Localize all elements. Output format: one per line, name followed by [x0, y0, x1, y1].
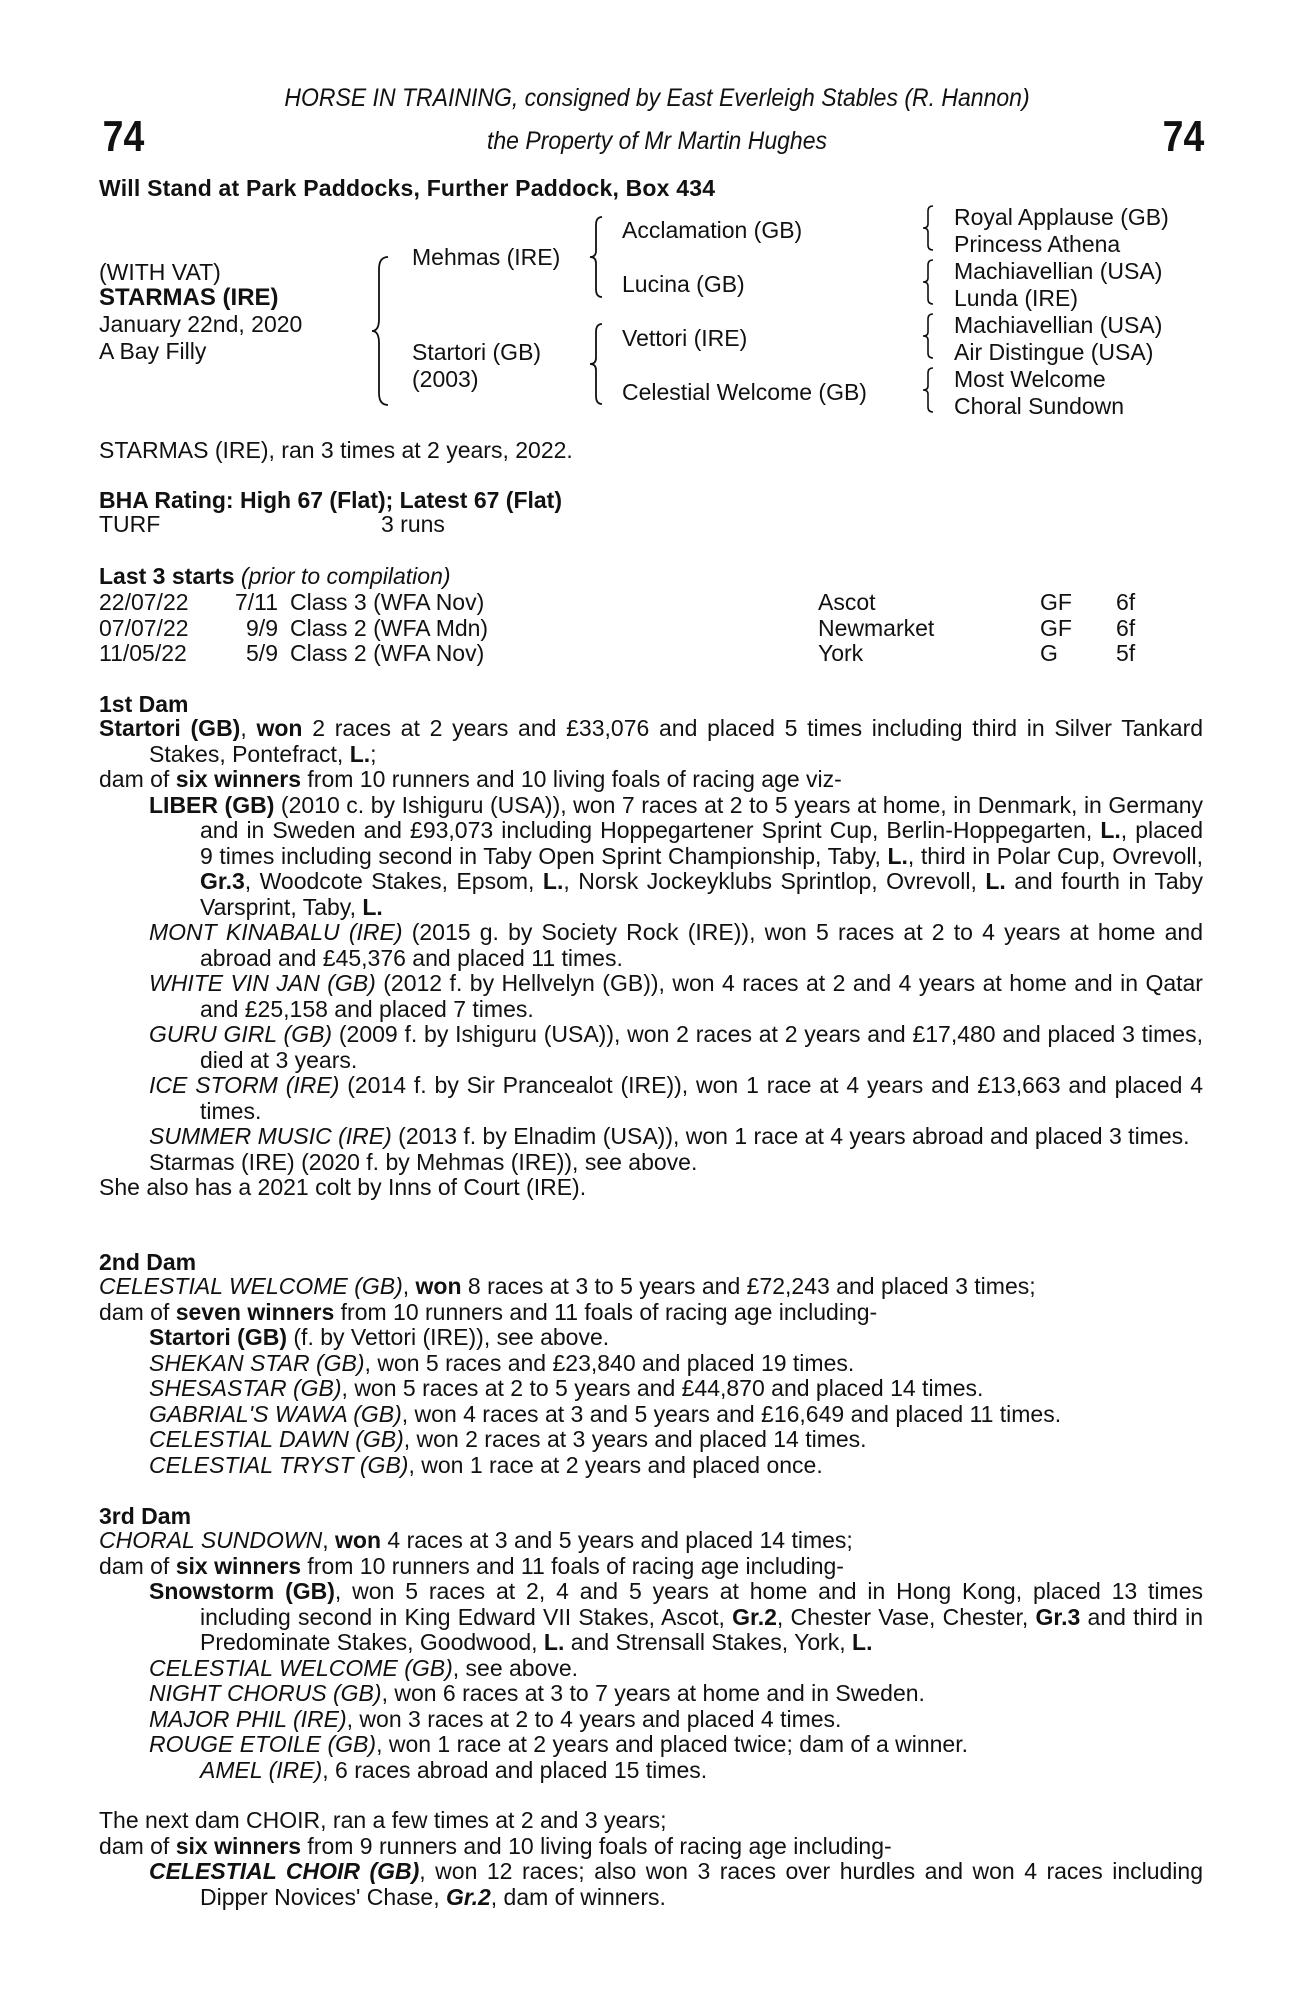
- pedigree-grandparent: Acclamation (GB): [622, 217, 803, 243]
- third-dam-title: 3rd Dam: [99, 1503, 192, 1529]
- emphasis-text: SHEKAN STAR (GB): [149, 1349, 365, 1376]
- emphasis-text: CHORAL SUNDOWN: [99, 1527, 323, 1553]
- body-text: , won 6 races at 3 to 7 years at home and in Sweden.: [381, 1680, 925, 1706]
- race-going: G: [1040, 640, 1058, 666]
- rating-surface: TURF: [99, 511, 161, 537]
- race-course: Newmarket: [818, 614, 935, 641]
- race-distance: 6f: [1116, 614, 1136, 641]
- body-text: dam of: [99, 1298, 176, 1325]
- race-position: 7/11: [234, 589, 278, 615]
- stand-location: Will Stand at Park Paddocks, Further Paddock, Box 434: [99, 175, 716, 201]
- dam-paragraph: [99, 1681, 1203, 1707]
- body-text: , won 2 races at 3 years and placed 14 times.: [403, 1426, 867, 1452]
- body-text: , placed 9 times including second in Taby Open Sprint Championship, Taby,: [200, 817, 1203, 869]
- emphasis-text: CELESTIAL TRYST (GB): [149, 1451, 409, 1478]
- race-race-class: Class 2 (WFA Mdn): [290, 614, 489, 641]
- gp-brace-icon: [921, 366, 935, 414]
- dam-paragraph: [99, 920, 1203, 971]
- dam-paragraph: [99, 1808, 1203, 1834]
- body-text: , won 3 races at 2 to 4 years and placed 4 times.: [346, 1705, 842, 1732]
- emphasis-text: six winners: [175, 1552, 301, 1579]
- race-date: 11/05/22: [99, 640, 187, 666]
- body-text: , won 1 race at 2 years and placed once.: [408, 1451, 823, 1478]
- emphasis-text: MAJOR PHIL (IRE): [149, 1705, 347, 1732]
- body-text: (f. by Vettori (IRE)), see above.: [287, 1324, 610, 1350]
- body-text: dam of: [99, 766, 176, 792]
- pedigree-sire: Mehmas (IRE): [412, 244, 561, 270]
- dam-paragraph: [99, 1300, 1203, 1326]
- body-text: dam of: [99, 1552, 176, 1579]
- emphasis-text: CELESTIAL DAWN (GB): [149, 1426, 404, 1452]
- body-text: 8 races at 3 to 5 years and £72,243 and placed 3 times;: [461, 1273, 1036, 1299]
- emphasis-text: six winners: [175, 1832, 301, 1859]
- body-text: , dam of winners.: [490, 1883, 666, 1910]
- pedigree-great-grandparent: Machiavellian (USA): [954, 258, 1163, 284]
- emphasis-text: Gr.2: [732, 1603, 777, 1630]
- dam-brace-icon: [588, 322, 604, 406]
- pedigree-great-grandparent: Air Distingue (USA): [954, 339, 1154, 365]
- body-text: , won 12 races; also won 3 races over hurdles and won 4 races including Dipper Novices' Chase,: [200, 1858, 1204, 1910]
- dam-paragraph: [99, 1453, 1203, 1479]
- horse-description: A Bay Filly: [99, 338, 207, 364]
- pedigree-great-grandparent: Most Welcome: [954, 366, 1106, 392]
- lot-number-right: 74: [1162, 112, 1205, 161]
- emphasis-text: Startori (GB): [149, 1324, 287, 1350]
- emphasis-text: L.: [543, 1629, 565, 1655]
- dam-paragraph: [99, 1758, 1203, 1784]
- emphasis-text: ROUGE ETOILE (GB): [149, 1731, 377, 1757]
- body-text: from 10 runners and 11 foals of racing age including-: [334, 1298, 878, 1325]
- body-text: , Norsk Jockeyklubs Sprintlop, Ovrevoll,: [563, 868, 986, 894]
- vat-label: (WITH VAT): [99, 259, 221, 285]
- body-text: from 10 runners and 11 foals of racing age including-: [301, 1552, 844, 1579]
- gp-brace-icon: [921, 258, 935, 306]
- body-text: and third in Predominate Stakes, Goodwood,: [200, 1603, 1203, 1655]
- third-dam-body: [99, 1528, 1203, 1783]
- emphasis-text: GURU GIRL (GB): [149, 1021, 333, 1047]
- dam-paragraph: [99, 1732, 1203, 1758]
- emphasis-text: L.: [349, 740, 371, 767]
- emphasis-text: Gr.2: [446, 1883, 491, 1910]
- pedigree-great-grandparent: Machiavellian (USA): [954, 312, 1163, 338]
- pedigree-great-grandparent: Royal Applause (GB): [954, 204, 1169, 230]
- next-dam-body: [99, 1808, 1203, 1910]
- dam-paragraph: [99, 1579, 1203, 1656]
- emphasis-text: Gr.3: [200, 868, 245, 894]
- first-dam-body: [99, 716, 1203, 1201]
- second-dam-body: [99, 1274, 1203, 1478]
- body-text: ;: [370, 740, 377, 767]
- dam-paragraph: [99, 1834, 1203, 1860]
- body-text: from 10 runners and 10 living foals of racing age viz-: [301, 766, 842, 792]
- dam-paragraph: [99, 1325, 1203, 1351]
- emphasis-text: L.: [887, 842, 908, 869]
- dam-paragraph: [99, 1427, 1203, 1453]
- emphasis-text: SHESASTAR (GB): [149, 1375, 342, 1401]
- emphasis-text: won: [335, 1527, 381, 1553]
- body-text: , 6 races abroad and placed 15 times.: [322, 1756, 708, 1783]
- pedigree-dam-year: (2003): [412, 366, 479, 392]
- body-text: , won 4 races at 3 and 5 years and £16,649 and placed 11 times.: [401, 1400, 1062, 1427]
- emphasis-text: L.: [362, 893, 383, 920]
- emphasis-text: CELESTIAL WELCOME (GB): [99, 1273, 403, 1299]
- body-text: (2015 g. by Society Rock (IRE)), won 5 races at 2 to 4 years at home and abroad and £45,376 and placed 11 times.: [200, 919, 1203, 971]
- emphasis-text: six winners: [175, 766, 301, 792]
- dam-paragraph: [99, 1707, 1203, 1733]
- body-text: 2 races at 2 years and £33,076 and placed 5 times including third in Silver Tankard Stakes, Pontefract,: [149, 715, 1204, 767]
- first-dam-title: 1st Dam: [99, 691, 189, 717]
- pedigree-great-grandparent: Princess Athena: [954, 231, 1121, 257]
- pedigree-grandparent: Celestial Welcome (GB): [622, 379, 867, 405]
- dam-paragraph: [99, 1402, 1203, 1428]
- emphasis-text: won: [256, 715, 303, 741]
- emphasis-text: WHITE VIN JAN (GB): [149, 970, 376, 996]
- pedigree-brace-icon: [370, 255, 390, 407]
- emphasis-text: CELESTIAL CHOIR (GB): [149, 1858, 420, 1884]
- emphasis-text: SUMMER MUSIC (IRE): [149, 1123, 392, 1149]
- race-position: 5/9: [246, 640, 278, 666]
- body-text: , won 5 races at 2, 4 and 5 years at home and in Hong Kong, placed 13 times including second in King Edward VII Stakes, Ascot,: [200, 1578, 1203, 1630]
- body-text: , third in Polar Cup, Ovrevoll,: [907, 842, 1203, 869]
- pedigree-grandparent: Lucina (GB): [622, 271, 745, 297]
- body-text: (2013 f. by Elnadim (USA)), won 1 race at 4 years abroad and placed 3 times.: [391, 1123, 1190, 1149]
- dam-paragraph: [99, 1175, 1203, 1201]
- emphasis-text: Startori (GB): [99, 715, 241, 741]
- race-race-class: Class 3 (WFA Nov): [290, 589, 485, 615]
- body-text: , won 5 races at 2 to 5 years and £44,870 and placed 14 times.: [341, 1375, 984, 1401]
- gp-brace-icon: [921, 312, 935, 360]
- consignor-line: HORSE IN TRAINING, consigned by East Everleigh Stables (R. Hannon): [284, 84, 1030, 112]
- body-text: ,: [322, 1527, 335, 1553]
- dam-paragraph: [99, 1022, 1203, 1073]
- body-text: from 9 runners and 10 living foals of racing age including-: [301, 1832, 892, 1859]
- emphasis-text: CELESTIAL WELCOME (GB): [149, 1654, 453, 1681]
- pedigree-great-grandparent: Choral Sundown: [954, 393, 1125, 419]
- last-starts-title: Last 3 starts: [99, 563, 235, 589]
- body-text: , won 1 race at 2 years and placed twice; dam of a winner.: [376, 1731, 968, 1757]
- rating-runs: 3 runs: [381, 511, 445, 537]
- owner-line: the Property of Mr Martin Hughes: [486, 127, 828, 155]
- body-text: The next dam CHOIR, ran a few times at 2 and 3 years;: [99, 1807, 667, 1833]
- race-going: GF: [1040, 614, 1072, 641]
- body-text: She also has a 2021 colt by Inns of Court (IRE).: [99, 1174, 587, 1200]
- body-text: (2014 f. by Sir Prancealot (IRE)), won 1 race at 4 years and £13,663 and placed 4 times.: [200, 1072, 1204, 1124]
- race-course: York: [818, 640, 864, 666]
- body-text: (2009 f. by Ishiguru (USA)), won 2 races at 2 years and £17,480 and placed 3 times, died at 3 years.: [200, 1021, 1203, 1073]
- dam-paragraph: [99, 1351, 1203, 1377]
- horse-name: STARMAS (IRE): [99, 284, 279, 311]
- emphasis-text: MONT KINABALU (IRE): [149, 919, 403, 945]
- gp-brace-icon: [921, 204, 935, 252]
- race-going: GF: [1040, 589, 1072, 615]
- last-starts-heading: [99, 564, 451, 590]
- second-dam-title: 2nd Dam: [99, 1249, 197, 1275]
- dam-paragraph: [99, 1656, 1203, 1682]
- emphasis-text: AMEL (IRE): [200, 1756, 323, 1783]
- dam-paragraph: [99, 1376, 1203, 1402]
- sire-brace-icon: [588, 215, 604, 299]
- race-distance: 6f: [1116, 589, 1136, 615]
- foaling-date: January 22nd, 2020: [99, 311, 303, 337]
- body-text: , Woodcote Stakes, Epsom,: [244, 868, 543, 894]
- pedigree-grandparent: Vettori (IRE): [622, 325, 748, 351]
- emphasis-text: L.: [1100, 817, 1121, 843]
- body-text: and Strensall Stakes, York,: [564, 1629, 853, 1655]
- bha-rating: BHA Rating: High 67 (Flat); Latest 67 (Flat): [99, 487, 562, 513]
- dam-paragraph: [99, 1859, 1203, 1910]
- body-text: 4 races at 3 and 5 years and placed 14 times;: [381, 1527, 853, 1553]
- emphasis-text: GABRIAL'S WAWA (GB): [149, 1400, 402, 1427]
- body-text: (2012 f. by Hellvelyn (GB)), won 4 races at 2 and 4 years at home and in Qatar and £25,158 and placed 7 times.: [200, 970, 1203, 1022]
- race-race-class: Class 2 (WFA Nov): [290, 640, 485, 666]
- emphasis-text: NIGHT CHORUS (GB): [149, 1680, 382, 1706]
- emphasis-text: ICE STORM (IRE): [149, 1072, 340, 1098]
- dam-paragraph: [99, 971, 1203, 1022]
- race-course: Ascot: [818, 589, 876, 615]
- dam-paragraph: [99, 1073, 1203, 1124]
- emphasis-text: LIBER (GB): [149, 791, 275, 818]
- emphasis-text: L.: [852, 1629, 873, 1655]
- dam-paragraph: [99, 1150, 1203, 1176]
- dam-paragraph: [99, 1528, 1203, 1554]
- body-text: (2010 c. by Ishiguru (USA)), won 7 races at 2 to 5 years at home, in Denmark, in Germany and in Sweden and £93,073 including Hoppegartener Sprint Cup, Berlin-Hoppegarten,: [200, 791, 1203, 843]
- emphasis-text: L.: [542, 868, 564, 894]
- race-date: 07/07/22: [99, 614, 189, 641]
- emphasis-text: Gr.3: [1035, 1603, 1081, 1630]
- emphasis-text: won: [415, 1273, 462, 1299]
- pedigree-great-grandparent: Lunda (IRE): [954, 285, 1079, 311]
- body-text: and fourth in Taby Varsprint, Taby,: [200, 868, 1203, 920]
- body-text: Starmas (IRE) (2020 f. by Mehmas (IRE)), see above.: [149, 1148, 698, 1175]
- lot-number-left: 74: [102, 112, 145, 161]
- dam-paragraph: [99, 1124, 1203, 1150]
- race-summary: STARMAS (IRE), ran 3 times at 2 years, 2022.: [99, 437, 573, 463]
- body-text: , see above.: [452, 1654, 579, 1681]
- dam-paragraph: [99, 767, 1203, 793]
- dam-paragraph: [99, 1554, 1203, 1580]
- body-text: , won 5 races and £23,840 and placed 19 times.: [364, 1349, 855, 1376]
- emphasis-text: seven winners: [175, 1298, 335, 1325]
- race-position: 9/9: [246, 614, 278, 641]
- body-text: ,: [240, 715, 257, 741]
- race-distance: 5f: [1116, 640, 1136, 666]
- pedigree-dam: Startori (GB): [412, 339, 542, 365]
- body-text: ,: [402, 1273, 416, 1299]
- race-date: 22/07/22: [99, 589, 189, 615]
- dam-paragraph: [99, 1274, 1203, 1300]
- dam-paragraph: [99, 793, 1203, 921]
- emphasis-text: Snowstorm (GB): [149, 1578, 335, 1604]
- last-starts-subtitle: (prior to compilation): [240, 563, 451, 589]
- body-text: dam of: [99, 1832, 176, 1859]
- body-text: , Chester Vase, Chester,: [776, 1603, 1036, 1630]
- dam-paragraph: [99, 716, 1203, 767]
- emphasis-text: L.: [985, 868, 1006, 894]
